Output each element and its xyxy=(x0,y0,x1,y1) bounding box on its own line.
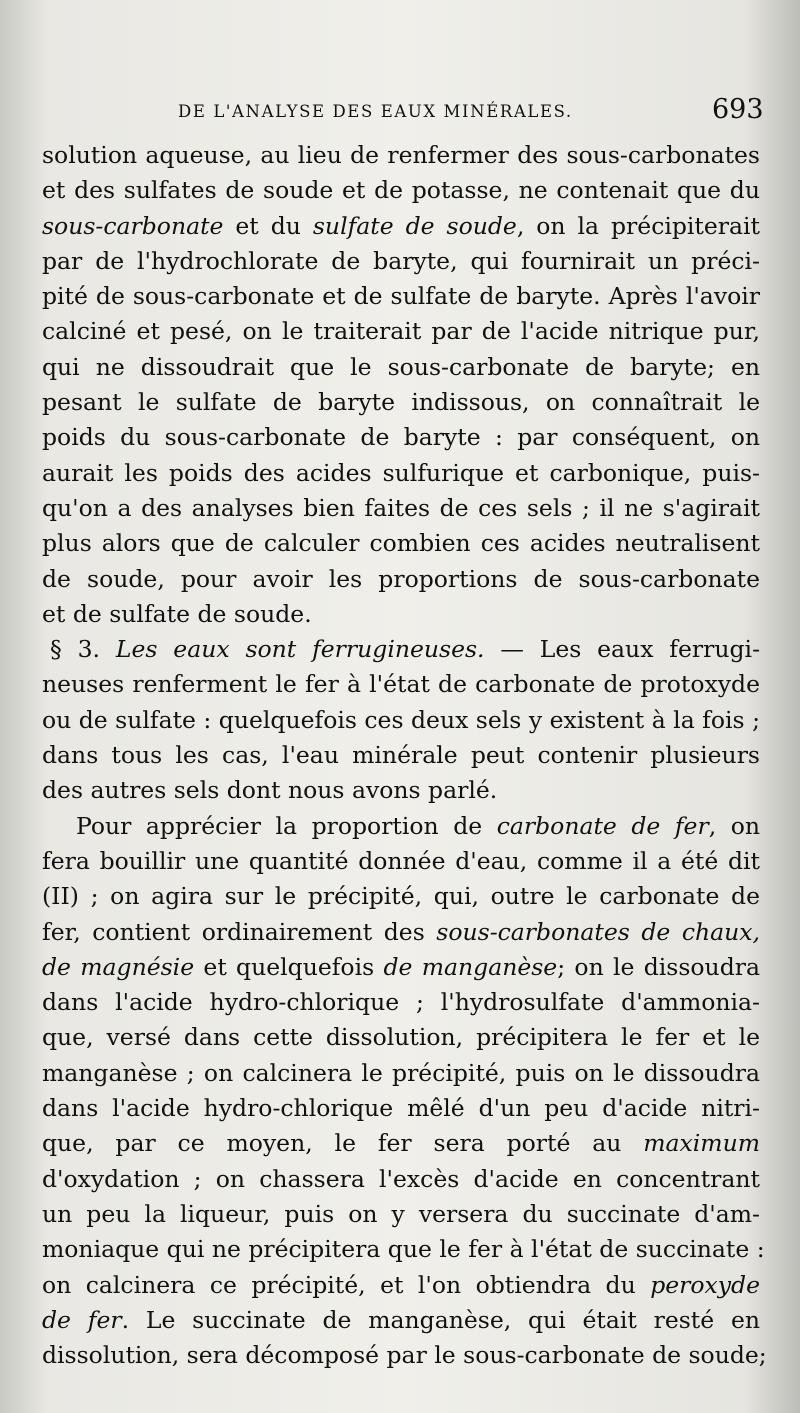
text-line xyxy=(42,420,760,455)
text-segment: ou de sulfate : quelquefois ces deux sels y existent à la fois ; xyxy=(42,705,760,734)
text-line xyxy=(42,491,760,526)
text-line xyxy=(42,1232,765,1267)
text-segment: que, par ce moyen, le fer sera porté au xyxy=(42,1129,644,1158)
text-line xyxy=(42,1020,760,1055)
text-line xyxy=(42,667,760,702)
text-segment: — Les eaux ferrugi- xyxy=(484,635,761,664)
text-line xyxy=(42,809,760,844)
italic-segment: sous-carbonates de chaux, xyxy=(436,917,760,946)
text-segment: ; on le dissoudra xyxy=(557,952,760,981)
text-line xyxy=(42,632,760,667)
text-segment: solution aqueuse, au lieu de renfermer des sous-carbonates xyxy=(42,141,760,169)
text-segment: calciné et pesé, on le traiterait par de l'acide nitrique pur, xyxy=(42,317,760,346)
text-segment: fer, contient ordinairement des xyxy=(42,917,437,946)
text-segment: manganèse ; on calcinera le précipité, puis on le dissoudra xyxy=(42,1058,760,1087)
text-segment: et de sulfate de soude. xyxy=(42,599,312,628)
text-line xyxy=(42,738,760,773)
text-segment: et quelquefois xyxy=(194,952,384,981)
text-segment: un peu la liqueur, puis on y versera du succinate d'am- xyxy=(42,1199,760,1228)
text-segment: et des sulfates de soude et de potasse, ne contenait que du xyxy=(42,176,760,205)
text-line xyxy=(42,1162,760,1197)
text-line xyxy=(42,173,760,208)
text-segment: des autres sels dont nous avons parlé. xyxy=(42,776,498,805)
text-segment: (II) ; on agira sur le précipité, qui, outre le carbonate de xyxy=(42,882,760,911)
text-line xyxy=(42,138,760,173)
page-number: 693 xyxy=(712,94,764,125)
text-line xyxy=(42,385,760,420)
italic-segment: carbonate de fer xyxy=(496,811,709,840)
text-segment: dans l'acide hydro-chlorique mêlé d'un peu d'acide nitri- xyxy=(42,1094,760,1123)
text-segment: neuses renferment le fer à l'état de carbonate de protoxyde xyxy=(42,670,760,699)
text-segment: fera bouillir une quantité donnée d'eau, comme il a été dit xyxy=(42,846,760,875)
text-line xyxy=(42,950,760,985)
text-segment: Pour apprécier la proportion de xyxy=(76,811,497,840)
text-line xyxy=(42,244,760,279)
text-segment: que, versé dans cette dissolution, précipitera le fer et le xyxy=(42,1023,760,1052)
text-segment: moniaque qui ne précipitera que le fer à l'état de succinate : xyxy=(42,1235,765,1264)
text-segment: pité de sous-carbonate et de sulfate de baryte. Après l'avoir xyxy=(42,282,760,311)
italic-segment: de manganèse xyxy=(383,952,558,981)
text-segment: plus alors que de calculer combien ces acides neutralisent xyxy=(42,529,760,558)
text-line xyxy=(42,314,760,349)
text-line xyxy=(42,279,760,314)
text-line xyxy=(42,526,760,561)
text-line xyxy=(42,1126,760,1161)
text-line xyxy=(42,562,760,597)
text-line xyxy=(42,1197,760,1232)
text-line xyxy=(42,1056,760,1091)
text-segment: § 3. xyxy=(50,635,116,664)
text-line xyxy=(42,1268,760,1303)
text-line xyxy=(42,985,760,1020)
text-line xyxy=(42,456,760,491)
italic-segment: peroxyde xyxy=(650,1270,760,1299)
italic-segment: maximum xyxy=(643,1129,760,1158)
running-head: DE L'ANALYSE DES EAUX MINÉRALES. xyxy=(178,102,573,121)
italic-segment: sous-carbonate xyxy=(42,211,224,240)
text-line xyxy=(42,597,760,632)
text-segment: de soude, pour avoir les proportions de sous-carbonate xyxy=(42,564,760,593)
text-segment: aurait les poids des acides sulfurique et carbonique, puis- xyxy=(42,458,760,487)
italic-segment: sulfate de soude xyxy=(312,211,517,240)
text-segment: poids du sous-carbonate de baryte : par conséquent, on xyxy=(42,423,760,452)
text-line xyxy=(42,350,760,385)
italic-segment: Les eaux sont ferrugineuses. xyxy=(115,635,485,664)
text-line xyxy=(42,703,760,738)
text-segment: par de l'hydrochlorate de baryte, qui fournirait un préci- xyxy=(42,246,760,275)
body-text xyxy=(42,138,767,1373)
text-segment: d'oxydation ; on chassera l'excès d'acide en concentrant xyxy=(42,1164,760,1193)
italic-segment: de magnésie xyxy=(42,952,195,981)
text-line xyxy=(42,1091,760,1126)
text-segment: pesant le sulfate de baryte indissous, on connaîtrait le xyxy=(42,388,760,417)
text-segment: , on la précipiterait xyxy=(516,211,760,240)
italic-segment: de fer xyxy=(42,1305,122,1334)
text-line xyxy=(42,1303,760,1338)
text-segment: dans l'acide hydro-chlorique ; l'hydrosulfate d'ammonia- xyxy=(42,988,760,1017)
text-segment: dans tous les cas, l'eau minérale peut contenir plusieurs xyxy=(42,741,760,770)
text-segment: , on xyxy=(708,811,760,840)
text-segment: et du xyxy=(223,211,313,240)
text-segment: on calcinera ce précipité, et l'on obtiendra du xyxy=(42,1270,651,1299)
text-segment: qu'on a des analyses bien faites de ces sels ; il ne s'agirait xyxy=(42,493,760,522)
text-line xyxy=(42,773,760,808)
text-segment: . Le succinate de manganèse, qui était resté en xyxy=(121,1305,760,1334)
text-line xyxy=(42,209,760,244)
text-segment: dissolution, sera décomposé par le sous-carbonate de soude; xyxy=(42,1341,767,1370)
text-line xyxy=(42,879,760,914)
text-line xyxy=(42,1338,767,1373)
text-line xyxy=(42,915,760,950)
text-segment: qui ne dissoudrait que le sous-carbonate de baryte; en xyxy=(42,352,760,381)
page-header xyxy=(0,88,800,128)
text-line xyxy=(42,844,760,879)
